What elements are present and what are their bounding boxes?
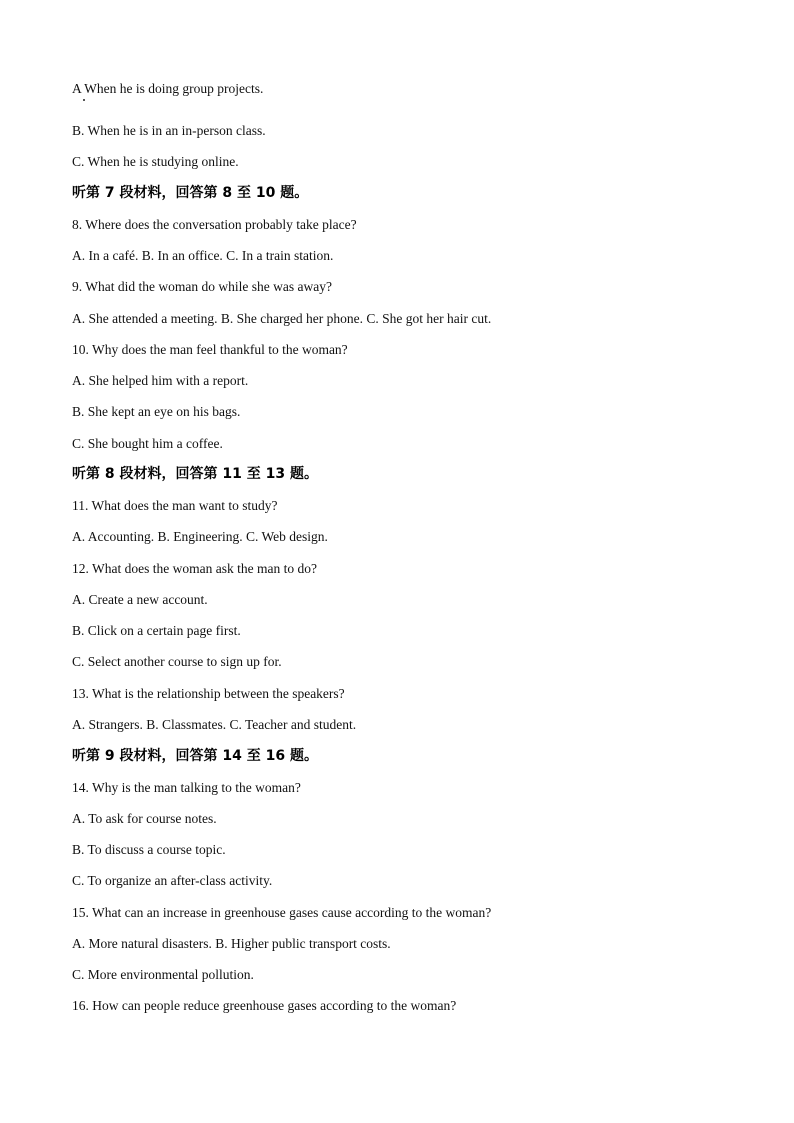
question-10: 10. Why does the man feel thankful to the woman? bbox=[72, 342, 348, 357]
q10-option-b: B. She kept an eye on his bags. bbox=[72, 404, 241, 419]
question-8: 8. Where does the conversation probably take place? bbox=[72, 217, 357, 232]
q9-options: A. She attended a meeting. B. She charged her phone. C. She got her hair cut. bbox=[72, 311, 492, 326]
q10-option-a: A. She helped him with a report. bbox=[72, 373, 249, 388]
q14-option-b: B. To discuss a course topic. bbox=[72, 842, 226, 857]
question-15: 15. What can an increase in greenhouse gases cause according to the woman? bbox=[72, 905, 492, 920]
question-14: 14. Why is the man talking to the woman? bbox=[72, 780, 301, 795]
question-13: 13. What is the relationship between the speakers? bbox=[72, 686, 345, 701]
q7-option-b: B. When he is in an in-person class. bbox=[72, 123, 266, 138]
q14-option-c: C. To organize an after-class activity. bbox=[72, 873, 273, 888]
stray-dot bbox=[83, 99, 85, 101]
question-9: 9. What did the woman do while she was away? bbox=[72, 279, 332, 294]
q15-option-c: C. More environmental pollution. bbox=[72, 967, 254, 982]
section-heading-9: 听第 9 段材料，回答第 14 至 16 题。 bbox=[72, 748, 318, 764]
question-12: 12. What does the woman ask the man to do? bbox=[72, 561, 317, 576]
q14-option-a: A. To ask for course notes. bbox=[72, 811, 217, 826]
section-heading-8: 听第 8 段材料，回答第 11 至 13 题。 bbox=[72, 466, 318, 482]
q15-options-ab: A. More natural disasters. B. Higher public transport costs. bbox=[72, 936, 391, 951]
q7-option-c: C. When he is studying online. bbox=[72, 154, 239, 169]
q11-options: A. Accounting. B. Engineering. C. Web design. bbox=[72, 529, 328, 544]
q13-options: A. Strangers. B. Classmates. C. Teacher and student. bbox=[72, 717, 357, 732]
q10-option-c: C. She bought him a coffee. bbox=[72, 436, 223, 451]
q12-option-a: A. Create a new account. bbox=[72, 592, 208, 607]
q12-option-b: B. Click on a certain page first. bbox=[72, 623, 241, 638]
q8-options: A. In a café. B. In an office. C. In a train station. bbox=[72, 248, 334, 263]
question-16: 16. How can people reduce greenhouse gases according to the woman? bbox=[72, 998, 457, 1013]
q7-option-a: A When he is doing group projects. bbox=[72, 81, 264, 96]
question-11: 11. What does the man want to study? bbox=[72, 498, 278, 513]
section-heading-7: 听第 7 段材料，回答第 8 至 10 题。 bbox=[72, 185, 309, 201]
q12-option-c: C. Select another course to sign up for. bbox=[72, 654, 282, 669]
